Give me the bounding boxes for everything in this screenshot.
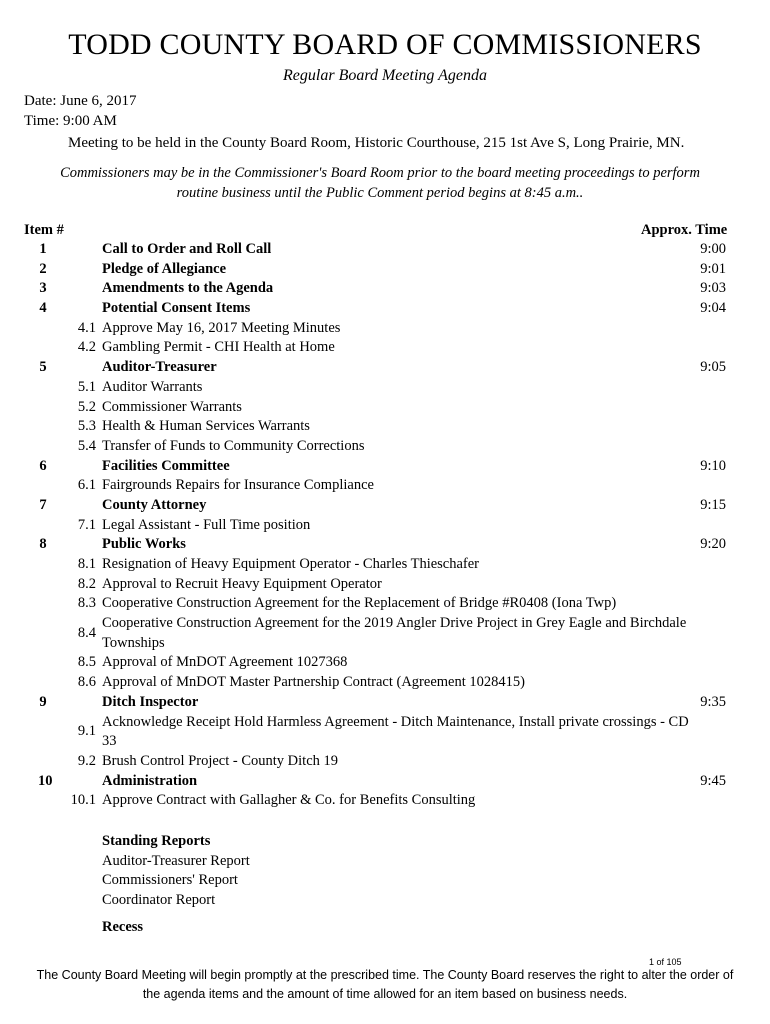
item-text: Approval of MnDOT Agreement 1027368 [102, 654, 348, 671]
item-time: 9:35 [700, 693, 726, 710]
agenda-subitem [0, 555, 770, 575]
subitem-number: 4.1 [77, 319, 96, 336]
subitem-number: 5.2 [77, 398, 96, 415]
item-text: Health & Human Services Warrants [102, 418, 310, 435]
subitem-number: 5.1 [77, 378, 96, 395]
subitem-number: 9.2 [77, 752, 96, 769]
approx-time-header: Approx. Time [641, 222, 728, 238]
agenda-subitem [0, 516, 770, 536]
footer-disclaimer [0, 966, 770, 1004]
item-number-header: Item # [24, 222, 64, 238]
note-line-1: Commissioners may be in the Commissioner's Board Room prior to the board meeting proceedings to perform [60, 165, 700, 181]
item-time: 9:04 [700, 300, 726, 317]
agenda-subitem [0, 791, 770, 811]
item-text: Administration [102, 772, 198, 789]
agenda-item [0, 496, 770, 516]
subitem-number: 6.1 [77, 477, 96, 494]
meeting-date: Date: June 6, 2017 [24, 93, 137, 109]
agenda-subitem [0, 338, 770, 358]
item-text: Brush Control Project - County Ditch 19 [102, 752, 339, 769]
item-text: Approve Contract with Gallagher & Co. for Benefits Consulting [102, 792, 476, 809]
agenda-list [0, 240, 770, 811]
item-number: 9 [39, 693, 47, 710]
agenda-subitem [0, 713, 770, 752]
item-text: Facilities Committee [102, 457, 230, 474]
item-time: 9:15 [700, 496, 726, 513]
item-text: Transfer of Funds to Community Corrections [102, 437, 365, 454]
footer-line-1: The County Board Meeting will begin promptly at the prescribed time. The County Board reserves the right to alter the order of [36, 968, 734, 982]
item-text: Resignation of Heavy Equipment Operator - Charles Thieschafer [102, 556, 480, 572]
item-number: 6 [39, 457, 47, 474]
agenda-subitem [0, 653, 770, 673]
item-number: 10 [38, 772, 53, 789]
item-text: Gambling Permit - CHI Health at Home [102, 339, 335, 356]
item-text: Cooperative Construction Agreement for the Replacement of Bridge #R0408 (Iona Twp) [102, 595, 617, 612]
page-number: 1 of 105 [649, 957, 682, 967]
footer-line-2: the agenda items and the amount of time allowed for an item based on business needs. [142, 987, 628, 1001]
subitem-number: 5.4 [77, 437, 96, 454]
agenda-item [0, 358, 770, 378]
page-subtitle: Regular Board Meeting Agenda [283, 67, 487, 84]
item-number: 2 [39, 260, 47, 277]
agenda-subitem [0, 673, 770, 693]
note-line-2: routine business until the Public Comment period begins at 8:45 a.m.. [176, 185, 584, 201]
agenda-item [0, 260, 770, 280]
item-text: Approve May 16, 2017 Meeting Minutes [102, 319, 341, 336]
item-text: Legal Assistant - Full Time position [102, 516, 311, 533]
agenda-subitem [0, 417, 770, 437]
item-number: 1 [39, 241, 47, 257]
agenda-subitem [0, 594, 770, 614]
item-text: Auditor Warrants [102, 378, 203, 395]
subitem-number: 5.3 [77, 418, 96, 435]
agenda-subitem [0, 319, 770, 339]
agenda-item [0, 772, 770, 792]
item-time: 9:45 [700, 772, 726, 789]
subitem-number: 10.1 [70, 792, 96, 809]
item-text: Ditch Inspector [102, 693, 199, 710]
commissioner-note [20, 163, 740, 203]
standing-report-item: Commissioners' Report [102, 872, 238, 889]
subitem-number: 8.4 [77, 624, 96, 641]
subitem-number: 9.1 [77, 723, 96, 740]
agenda-item [0, 535, 770, 555]
subitem-number: 8.5 [77, 654, 96, 671]
agenda-item [0, 299, 770, 319]
standing-report-item: Coordinator Report [102, 892, 216, 909]
agenda-subitem [0, 575, 770, 595]
agenda-item [0, 279, 770, 299]
recess-label: Recess [102, 919, 144, 935]
item-text: Pledge of Allegiance [102, 260, 227, 277]
item-time: 9:00 [700, 241, 726, 257]
item-text: Fairgrounds Repairs for Insurance Compliance [102, 477, 374, 494]
subitem-number: 8.1 [77, 556, 96, 572]
agenda-item [0, 457, 770, 477]
subitem-number: 8.3 [77, 595, 96, 612]
subitem-number: 4.2 [77, 339, 96, 356]
agenda-subitem [0, 752, 770, 772]
item-text: Commissioner Warrants [102, 398, 242, 415]
item-text: Auditor-Treasurer [102, 359, 217, 376]
subitem-number: 8.2 [77, 575, 96, 592]
item-number: 4 [39, 300, 47, 317]
item-time: 9:03 [700, 280, 726, 297]
item-text: Public Works [102, 536, 186, 553]
item-text: Approval to Recruit Heavy Equipment Operator [102, 575, 382, 592]
item-text: Cooperative Construction Agreement for the 2019 Angler Drive Project in Grey Eagle and Birchdale Townships [102, 615, 687, 651]
meeting-time: Time: 9:00 AM [24, 113, 117, 129]
standing-reports [102, 832, 250, 911]
item-text: Approval of MnDOT Master Partnership Contract (Agreement 1028415) [102, 674, 525, 691]
agenda-subitem [0, 378, 770, 398]
page-title: TODD COUNTY BOARD OF COMMISSIONERS [68, 28, 702, 61]
agenda-item [0, 240, 770, 260]
item-time: 9:01 [700, 260, 726, 277]
agenda-item [0, 693, 770, 713]
item-text: Amendments to the Agenda [102, 280, 274, 297]
subitem-number: 8.6 [77, 674, 96, 691]
item-text: Potential Consent Items [102, 300, 251, 317]
agenda-subitem [0, 476, 770, 496]
item-time: 9:05 [700, 359, 726, 376]
agenda-subitem [0, 614, 770, 653]
agenda-subitem [0, 398, 770, 418]
item-number: 7 [39, 496, 47, 513]
standing-report-item: Auditor-Treasurer Report [102, 852, 250, 869]
item-number: 8 [39, 536, 47, 553]
subitem-number: 7.1 [77, 516, 96, 533]
meeting-location: Meeting to be held in the County Board Room, Historic Courthouse, 215 1st Ave S, Long Prairie, MN. [68, 135, 685, 151]
agenda-subitem [0, 437, 770, 457]
item-time: 9:20 [700, 536, 726, 553]
item-number: 3 [39, 280, 47, 297]
item-text: Call to Order and Roll Call [102, 241, 272, 257]
item-text: County Attorney [102, 496, 207, 513]
standing-reports-heading: Standing Reports [102, 833, 211, 849]
item-number: 5 [39, 359, 47, 376]
item-text: Acknowledge Receipt Hold Harmless Agreement - Ditch Maintenance, Install private crossings - CD 33 [102, 713, 689, 750]
item-time: 9:10 [700, 457, 726, 474]
